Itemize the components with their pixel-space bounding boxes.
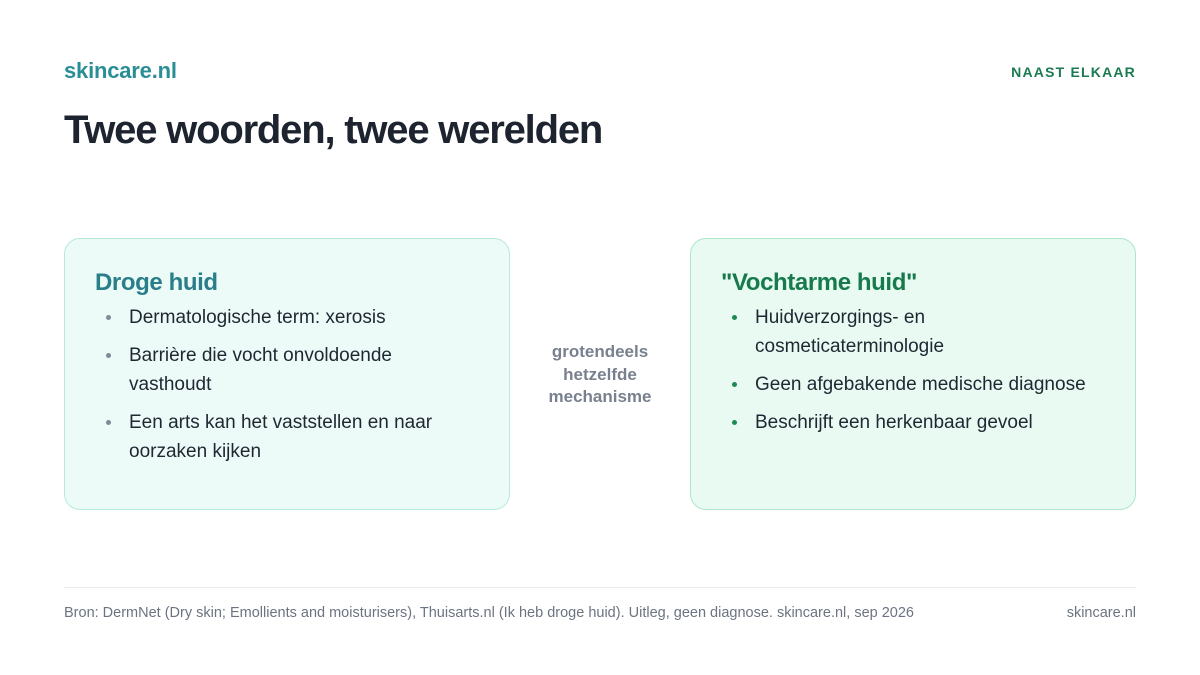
list-item xyxy=(721,408,1105,437)
source-citation: Bron: DermNet (Dry skin; Emollients and moisturisers), Thuisarts.nl (Ik heb droge huid). Uitleg, geen diagnose. skincare.nl, sep 2026 xyxy=(64,605,914,621)
connector-label: grotendeels hetzelfde mechanisme xyxy=(548,342,652,406)
bullet-dot-icon xyxy=(732,420,737,425)
list-item-text: Dermatologische term: xerosis xyxy=(129,307,386,328)
bullet-list xyxy=(95,303,479,466)
section-tagline: NAAST ELKAAR xyxy=(1011,64,1136,80)
bullet-list xyxy=(721,303,1105,437)
card-title: Droge huid xyxy=(95,269,218,296)
list-item xyxy=(95,341,479,399)
list-item-text: Geen afgebakende medische diagnose xyxy=(755,374,1086,395)
card-title: "Vochtarme huid" xyxy=(721,269,917,296)
footer-brand[interactable]: skincare.nl xyxy=(1066,605,1136,621)
list-item xyxy=(95,303,479,332)
list-item xyxy=(721,370,1105,399)
list-item-text: Barrière die vocht onvoldoende vasthoudt xyxy=(129,345,393,395)
bullet-dot-icon xyxy=(732,382,737,387)
bullet-dot-icon xyxy=(106,420,111,425)
bullet-dot-icon xyxy=(106,315,111,320)
list-item xyxy=(721,303,1105,361)
footer-divider xyxy=(64,587,1136,588)
card-droge-huid xyxy=(64,238,510,510)
card-vochtarme-huid xyxy=(690,238,1136,510)
list-item xyxy=(95,408,479,466)
page-title: Twee woorden, twee werelden xyxy=(64,108,603,152)
list-item-text: Huidverzorgings- en cosmeticaterminologie xyxy=(755,307,945,357)
list-item-text: Een arts kan het vaststellen en naar oorzaken kijken xyxy=(129,412,433,462)
brand-logo[interactable]: skincare.nl xyxy=(64,58,177,83)
bullet-dot-icon xyxy=(732,315,737,320)
list-item-text: Beschrijft een herkenbaar gevoel xyxy=(755,412,1033,433)
bullet-dot-icon xyxy=(106,353,111,358)
